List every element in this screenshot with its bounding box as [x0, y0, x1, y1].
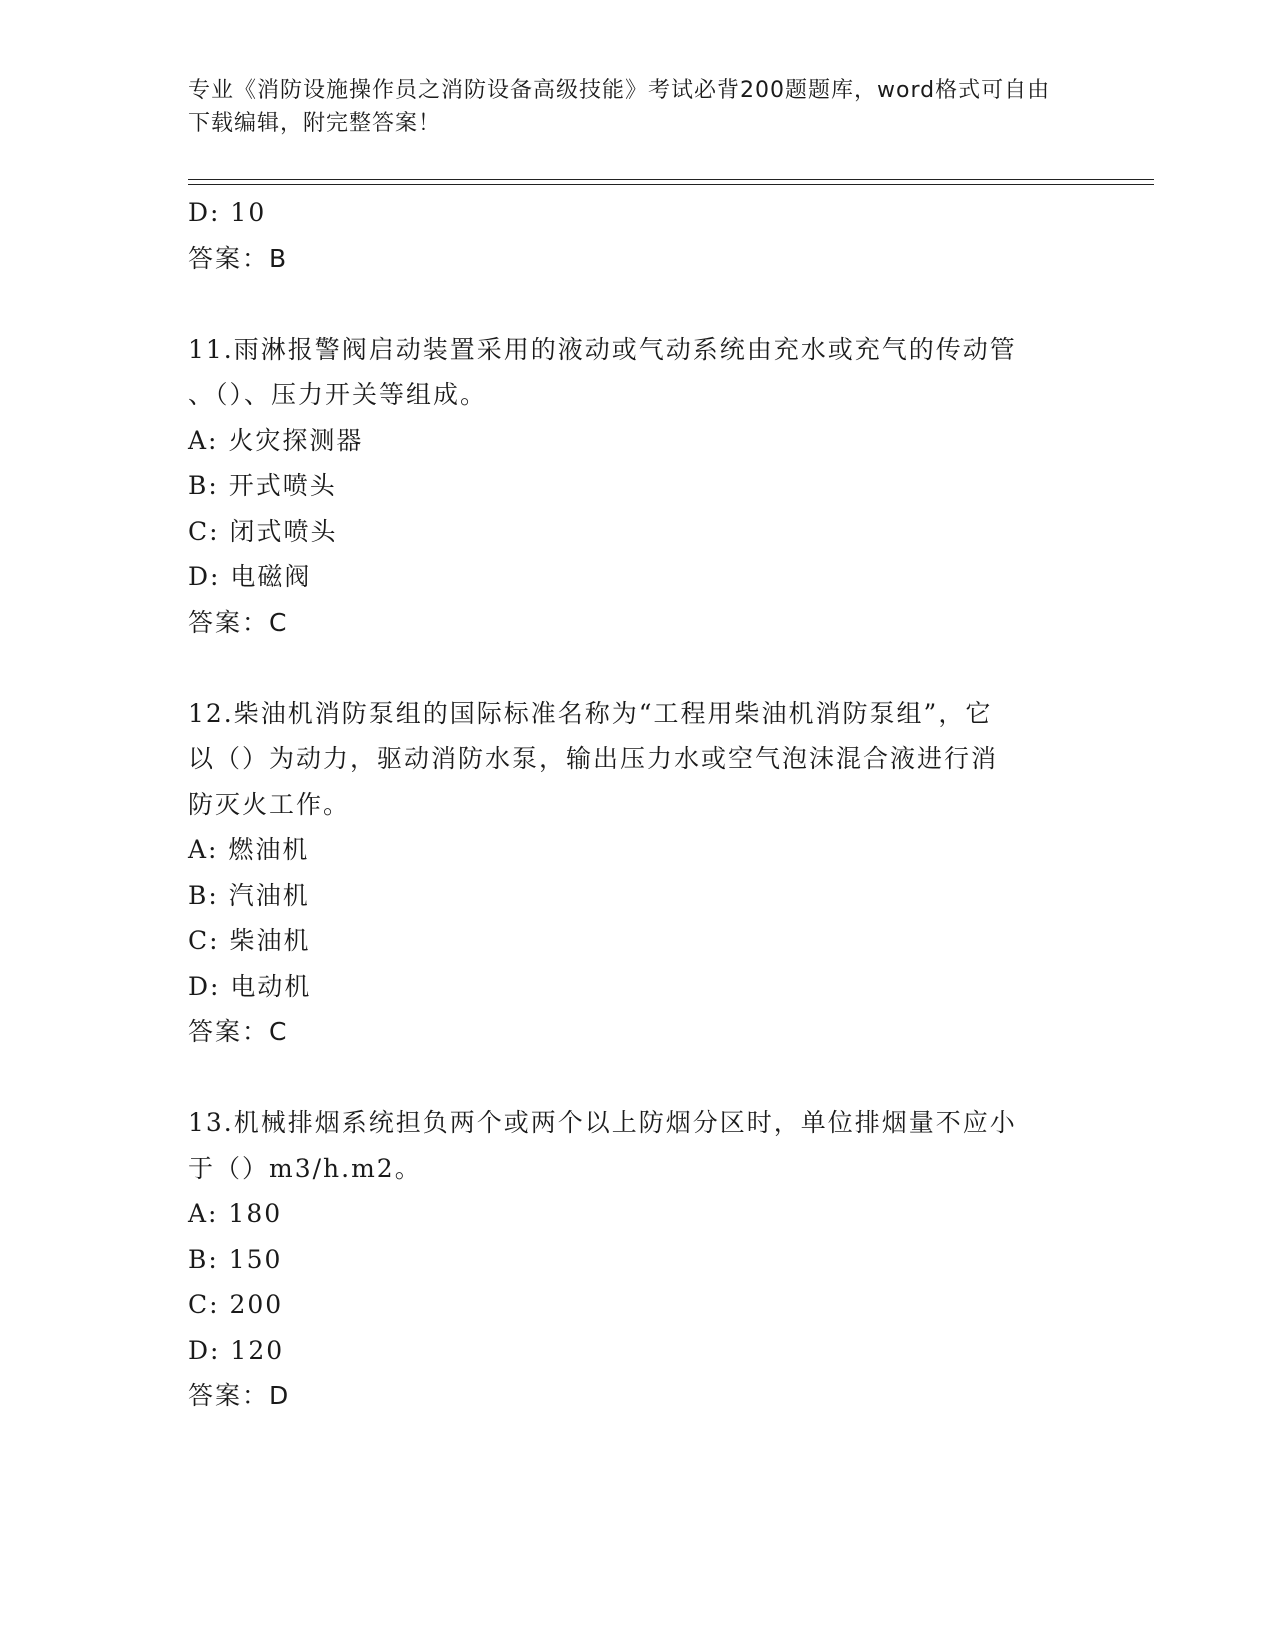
option-a: A: 火灾探测器 — [188, 425, 364, 455]
question-11 — [188, 327, 1088, 646]
header-rule-top — [188, 179, 1154, 180]
question-stem-line: 、（）、压力开关等组成。 — [188, 380, 488, 409]
option-c: C: 闭式喷头 — [188, 516, 338, 546]
spacer — [188, 645, 1088, 691]
question-stem-line: 12.柴油机消防泵组的国际标准名称为“工程用柴油机消防泵组”，它 — [188, 698, 993, 728]
header-title: 专业《消防设施操作员之消防设备高级技能》考试必背200题题库，word格式可自由下载编辑，附完整答案！ — [188, 78, 1051, 136]
prev-option-d: D: 10 — [188, 198, 267, 227]
option-b: B: 开式喷头 — [188, 471, 337, 500]
question-13 — [188, 1100, 1088, 1419]
prev-answer: 答案：B — [188, 243, 289, 273]
answer: 答案：D — [188, 1381, 291, 1410]
option-a: A: 180 — [188, 1199, 283, 1228]
answer: 答案：C — [188, 1017, 289, 1046]
option-d: D: 120 — [188, 1335, 285, 1365]
option-c: C: 柴油机 — [188, 926, 311, 955]
option-a: A: 燃油机 — [188, 835, 310, 864]
answer: 答案：C — [188, 607, 289, 637]
option-d: D: 电磁阀 — [188, 562, 312, 591]
question-stem-line: 13.机械排烟系统担负两个或两个以上防烟分区时，单位排烟量不应小 — [188, 1108, 1017, 1137]
question-list — [188, 190, 1088, 1419]
option-b: B: 150 — [188, 1244, 283, 1274]
question-stem-line: 防灭火工作。 — [188, 789, 351, 819]
spacer — [188, 1055, 1088, 1101]
option-c: C: 200 — [188, 1290, 284, 1319]
spacer — [188, 281, 1088, 327]
option-b: B: 汽油机 — [188, 880, 310, 910]
question-12 — [188, 691, 1088, 1055]
header-rule-bottom — [188, 184, 1154, 185]
document-header — [188, 74, 1068, 140]
question-stem-line: 于（）m3/h.m2。 — [188, 1153, 422, 1183]
option-d: D: 电动机 — [188, 971, 312, 1001]
question-stem-line: 11.雨淋报警阀启动装置采用的液动或气动系统由充水或充气的传动管 — [188, 334, 1017, 364]
question-stem-line: 以（）为动力，驱动消防水泵，输出压力水或空气泡沫混合液进行消 — [188, 744, 999, 773]
